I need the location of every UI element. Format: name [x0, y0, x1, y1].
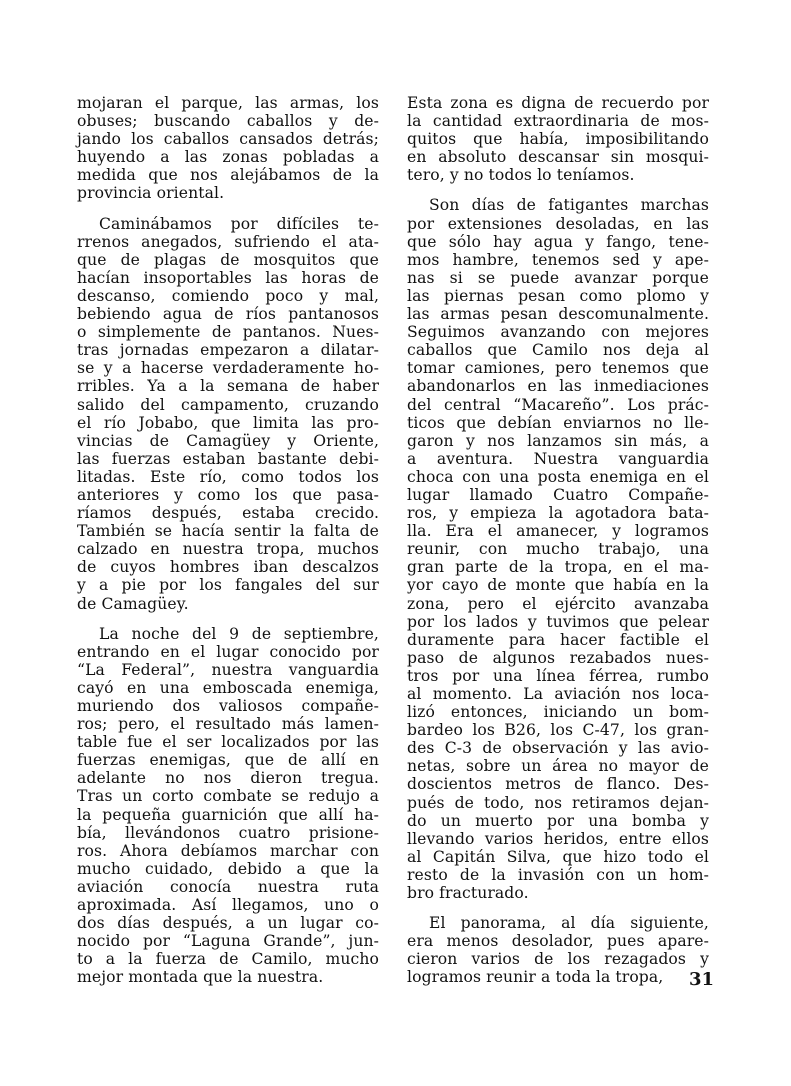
- text-line: abandonarlos en las inmediaciones: [407, 377, 709, 396]
- text-line: rribles. Ya a la semana de haber: [77, 377, 379, 396]
- text-line: lla. Era el amanecer, y logramos: [407, 522, 709, 541]
- text-line: mojaran el parque, las armas, los: [77, 94, 379, 112]
- text-line: hacían insoportables las horas de: [77, 268, 379, 287]
- text-line: tras jornadas empezaron a dilatar-: [77, 341, 379, 360]
- page-number: 31: [689, 969, 715, 990]
- text-line: tero, y no todos lo teníamos.: [407, 166, 635, 185]
- text-line: vincias de Camagüey y Oriente,: [77, 431, 379, 450]
- text-line: provincia oriental.: [77, 184, 225, 203]
- text-line: salido del campamento, cruzando: [77, 395, 379, 414]
- text-line: caballos que Camilo nos deja al: [407, 341, 709, 360]
- text-line: to a la fuerza de Camilo, mucho: [77, 950, 379, 969]
- text-line: adelante no nos dieron tregua.: [77, 769, 379, 788]
- text-line: medida que nos alejábamos de la: [77, 166, 379, 185]
- text-line: calzado en nuestra tropa, muchos: [77, 540, 379, 559]
- text-line: ríamos después, estaba crecido.: [77, 504, 379, 523]
- text-line: el río Jobabo, que limita las pro-: [77, 413, 379, 432]
- text-line: bebiendo agua de ríos pantanosos: [77, 305, 379, 324]
- text-line: dos días después, a un lugar co-: [77, 914, 379, 933]
- text-line: aviación conocía nuestra ruta: [77, 877, 379, 896]
- text-line: paso de algunos rezabados nues-: [407, 648, 709, 667]
- text-line: nas si se puede avanzar porque: [407, 268, 709, 287]
- text-line: descanso, comiendo poco y mal,: [77, 286, 379, 305]
- text-line: mos hambre, tenemos sed y ape-: [407, 250, 709, 269]
- text-line: gran parte de la tropa, en el ma-: [407, 558, 709, 577]
- text-line: logramos reunir a toda la tropa,: [407, 968, 664, 987]
- paragraph: [77, 94, 379, 203]
- text-line: ticos que debían enviarnos no lle-: [407, 413, 709, 432]
- text-line: yor cayo de monte que había en la: [407, 576, 709, 595]
- text-line: llevando varios heridos, entre ellos: [407, 829, 709, 848]
- text-line: aproximada. Así llegamos, uno o: [77, 896, 379, 915]
- text-line: do un muerto por una bomba y: [407, 811, 709, 830]
- text-line: pués de todo, nos retiramos dejan-: [407, 793, 709, 812]
- text-line: huyendo a las zonas pobladas a: [77, 148, 379, 167]
- text-line: netas, sobre un área no mayor de: [407, 757, 709, 776]
- text-line: tomar camiones, pero tenemos que: [407, 359, 709, 378]
- text-line: quitos que había, imposibilitando: [407, 130, 709, 149]
- text-line: fuerzas enemigas, que de allí en: [77, 751, 379, 770]
- text-line: choca con una posta enemiga en el: [407, 467, 709, 486]
- text-line: zona, pero el ejército avanzaba: [407, 594, 709, 613]
- text-line: mucho cuidado, debido a que la: [77, 859, 379, 878]
- text-line: la cantidad extraordinaria de mos-: [407, 112, 709, 131]
- text-line: bro fracturado.: [407, 884, 529, 903]
- text-line: rrenos anegados, sufriendo el ata-: [77, 232, 379, 251]
- text-line: garon y nos lanzamos sin más, a: [407, 431, 709, 450]
- text-line: cayó en una emboscada enemiga,: [77, 678, 379, 697]
- text-line: cieron varios de los rezagados y: [407, 950, 709, 969]
- text-line: entrando en el lugar conocido por: [77, 642, 379, 661]
- text-line: ros, y empieza la agotadora bata-: [407, 504, 709, 523]
- text-line: “La Federal”, nuestra vanguardia: [77, 660, 379, 679]
- text-line: se y a hacerse verdaderamente ho-: [77, 359, 379, 378]
- text-line: Esta zona es digna de recuerdo por: [407, 94, 709, 112]
- text-line: tros por una línea férrea, rumbo: [407, 666, 709, 685]
- paragraph: [407, 196, 709, 902]
- text-line: lizó entonces, iniciando un bom-: [407, 703, 709, 722]
- text-line: des C-3 de observación y las avio-: [407, 739, 709, 758]
- text-line: table fue el ser localizados por las: [77, 733, 379, 752]
- text-line: era menos desolador, pues apare-: [407, 932, 709, 951]
- text-line: lugar llamado Cuatro Compañe-: [407, 485, 709, 504]
- text-line: Tras un corto combate se redujo a: [77, 787, 379, 806]
- text-line: bardeo los B26, los C-47, los gran-: [407, 721, 709, 740]
- text-line: Seguimos avanzando con mejores: [407, 323, 709, 342]
- text-line: duramente para hacer factible el: [407, 630, 709, 649]
- text-line: y a pie por los fangales del sur: [77, 576, 379, 595]
- text-line: muriendo dos valiosos compañe-: [77, 697, 379, 715]
- text-line: al momento. La aviación nos loca-: [407, 685, 709, 703]
- text-line: por extensiones desoladas, en las: [407, 214, 709, 233]
- text-line: anteriores y como los que pasa-: [77, 485, 379, 504]
- paragraph: [77, 625, 379, 987]
- text-line: que sólo hay agua y fango, tene-: [407, 232, 709, 251]
- text-line: ros. Ahora debíamos marchar con: [77, 841, 379, 860]
- text-line: las armas pesan descomunalmente.: [407, 305, 709, 324]
- text-line: o simplemente de pantanos. Nues-: [77, 323, 379, 342]
- text-line: litadas. Este río, como todos los: [77, 467, 379, 486]
- text-line: bía, llevándonos cuatro prisione-: [77, 823, 379, 842]
- text-line: del central “Macareño”. Los prác-: [407, 395, 709, 414]
- text-line: de cuyos hombres iban descalzos: [77, 558, 379, 577]
- text-line: Caminábamos por difíciles te-: [99, 214, 379, 233]
- text-line: la pequeña guarnición que allí ha-: [77, 805, 379, 824]
- paragraph: [407, 914, 709, 986]
- paragraph: [407, 94, 709, 184]
- text-line: jando los caballos cansados detrás;: [77, 130, 379, 149]
- text-column-left: [77, 94, 379, 999]
- text-line: las fuerzas estaban bastante debi-: [77, 449, 379, 468]
- text-line: El panorama, al día siguiente,: [429, 914, 709, 933]
- text-line: También se hacía sentir la falta de: [77, 522, 379, 541]
- text-line: obuses; buscando caballos y de-: [77, 112, 379, 131]
- text-line: de Camagüey.: [77, 594, 189, 613]
- text-line: las piernas pesan como plomo y: [407, 286, 709, 305]
- text-line: resto de la invasión con un hom-: [407, 865, 709, 884]
- text-line: mejor montada que la nuestra.: [77, 968, 324, 987]
- text-line: reunir, con mucho trabajo, una: [407, 540, 709, 559]
- text-line: al Capitán Silva, que hizo todo el: [407, 847, 709, 866]
- text-line: nocido por “Laguna Grande”, jun-: [77, 932, 379, 951]
- paragraph: [77, 215, 379, 613]
- text-column-right: [407, 94, 709, 999]
- text-line: que de plagas de mosquitos que: [77, 250, 379, 269]
- text-line: La noche del 9 de septiembre,: [99, 624, 379, 643]
- text-line: ros; pero, el resultado más lamen-: [77, 715, 379, 734]
- text-line: en absoluto descansar sin mosqui-: [407, 148, 709, 167]
- text-line: doscientos metros de flanco. Des-: [407, 775, 709, 794]
- text-line: por los lados y tuvimos que pelear: [407, 612, 709, 631]
- text-line: Son días de fatigantes marchas: [429, 196, 709, 215]
- text-line: a aventura. Nuestra vanguardia: [407, 449, 709, 468]
